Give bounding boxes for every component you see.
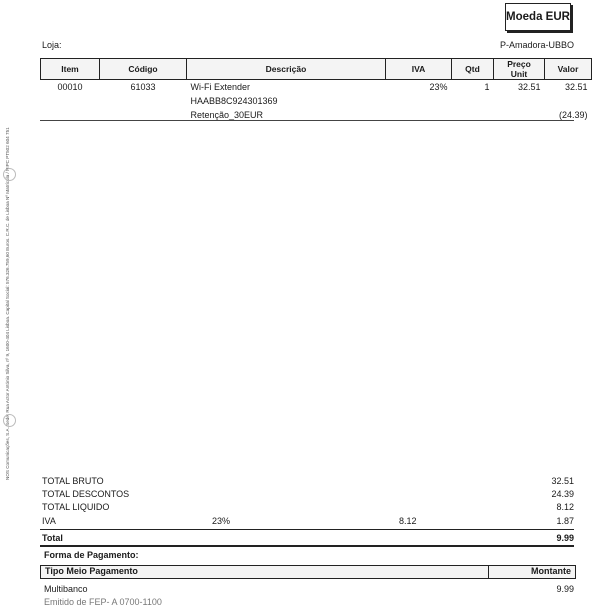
footer-cut-text: Emitido de FEP- A 0700-1100	[44, 597, 162, 607]
cell-value: 32.51	[564, 82, 588, 92]
payment-amount-header: Montante	[531, 566, 571, 576]
payment-type: Multibanco	[44, 584, 88, 594]
grand-total-label: Total	[42, 533, 63, 543]
col-value: Valor	[545, 59, 592, 80]
payment-table-header	[40, 565, 576, 579]
iva-label: IVA	[42, 516, 56, 526]
cell-code: 61033	[130, 82, 156, 92]
cell-item	[41, 94, 100, 108]
payment-header-divider	[488, 566, 489, 578]
items-header-row	[41, 59, 592, 80]
cell-code	[100, 94, 187, 108]
company-legal-text: NOS Comunicações, S.A. Sede: Rua Actor António Silva, nº 9, 1600-404 Lisboa. Capital Social: 576.326.759,60 Euros. C.R.C. de Lisboa Nº Matrícula / NIPC PT502 604 751	[5, 127, 10, 480]
store-label: Loja:	[42, 40, 62, 50]
total-net-value: 8.12	[556, 502, 574, 512]
cell-unit-price	[494, 94, 545, 108]
cell-value: (24.39)	[558, 110, 588, 120]
iva-rate: 23%	[212, 516, 231, 526]
total-bottom-rule	[40, 545, 574, 547]
cell-iva	[386, 94, 452, 108]
items-bottom-rule	[40, 120, 574, 121]
cell-description: Wi-Fi Extender	[190, 82, 251, 92]
total-gross-value: 32.51	[551, 476, 574, 486]
payment-amount: 9.99	[556, 584, 574, 594]
cell-item: 00010	[57, 82, 83, 92]
currency-box: Moeda EUR	[505, 3, 571, 31]
col-iva: IVA	[386, 59, 452, 80]
table-row	[41, 80, 592, 95]
payment-title: Forma de Pagamento:	[44, 550, 139, 560]
iva-row	[42, 516, 574, 529]
total-discounts-value: 24.39	[551, 489, 574, 499]
total-top-rule	[40, 529, 574, 530]
total-discounts-row	[42, 489, 574, 502]
total-net-label: TOTAL LIQUIDO	[42, 502, 110, 512]
cell-value	[545, 94, 592, 108]
cell-description: Retenção_30EUR	[190, 110, 264, 120]
total-net-row	[42, 502, 574, 515]
cell-qtd: 1	[484, 82, 490, 92]
grand-total-value: 9.99	[556, 533, 574, 543]
punch-hole-mark	[3, 414, 16, 427]
iva-base: 8.12	[399, 516, 417, 526]
col-description: Descrição	[187, 59, 386, 80]
payment-type-header: Tipo Meio Pagamento	[45, 566, 138, 576]
cell-description: HAABB8C924301369	[190, 96, 278, 106]
iva-value: 1.87	[556, 516, 574, 526]
cell-qtd	[452, 94, 494, 108]
col-unit-price: Preço Unit	[494, 59, 545, 80]
col-qtd: Qtd	[452, 59, 494, 80]
total-gross-row	[42, 476, 574, 489]
total-gross-label: TOTAL BRUTO	[42, 476, 104, 486]
cell-unit-price: 32.51	[517, 82, 541, 92]
table-row	[41, 94, 592, 108]
items-table	[40, 58, 592, 122]
col-item: Item	[41, 59, 100, 80]
total-discounts-label: TOTAL DESCONTOS	[42, 489, 130, 499]
punch-hole-mark	[3, 168, 16, 181]
store-name: P-Amadora-UBBO	[499, 40, 574, 50]
col-code: Código	[100, 59, 187, 80]
cell-iva: 23%	[429, 82, 448, 92]
